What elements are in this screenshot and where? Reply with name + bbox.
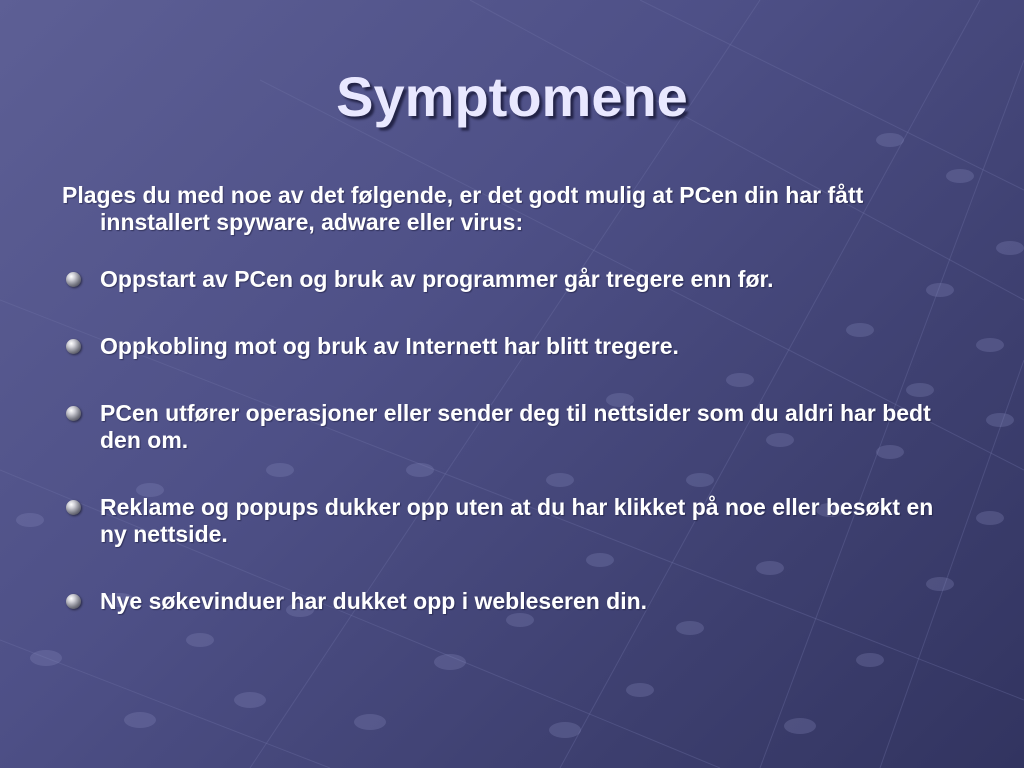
intro-paragraph: Plages du med noe av det følgende, er det godt mulig at PCen din har fått innstallert spyware, adware eller virus: [62,182,864,235]
sphere-bullet-icon [66,406,81,421]
list-item [62,588,962,615]
list-item-text: Reklame og popups dukker opp uten at du har klikket på noe eller besøkt en ny nettside. [100,494,934,547]
sphere-bullet-icon [66,272,81,287]
sphere-bullet-icon [66,594,81,609]
slide-body [62,182,962,615]
list-item-text: Nye søkevinduer har dukket opp i webleseren din. [100,588,648,614]
list-item [62,400,962,454]
symptom-list [62,266,962,615]
list-item-text: PCen utfører operasjoner eller sender deg til nettsider som du aldri har bedt den om. [100,400,931,453]
sphere-bullet-icon [66,500,81,515]
slide-title: Symptomene [336,65,688,128]
list-item [62,266,962,293]
sphere-bullet-icon [66,339,81,354]
list-item-text: Oppkobling mot og bruk av Internett har blitt tregere. [100,333,679,359]
list-item [62,333,962,360]
list-item-text: Oppstart av PCen og bruk av programmer går tregere enn før. [100,266,774,292]
list-item [62,494,962,548]
